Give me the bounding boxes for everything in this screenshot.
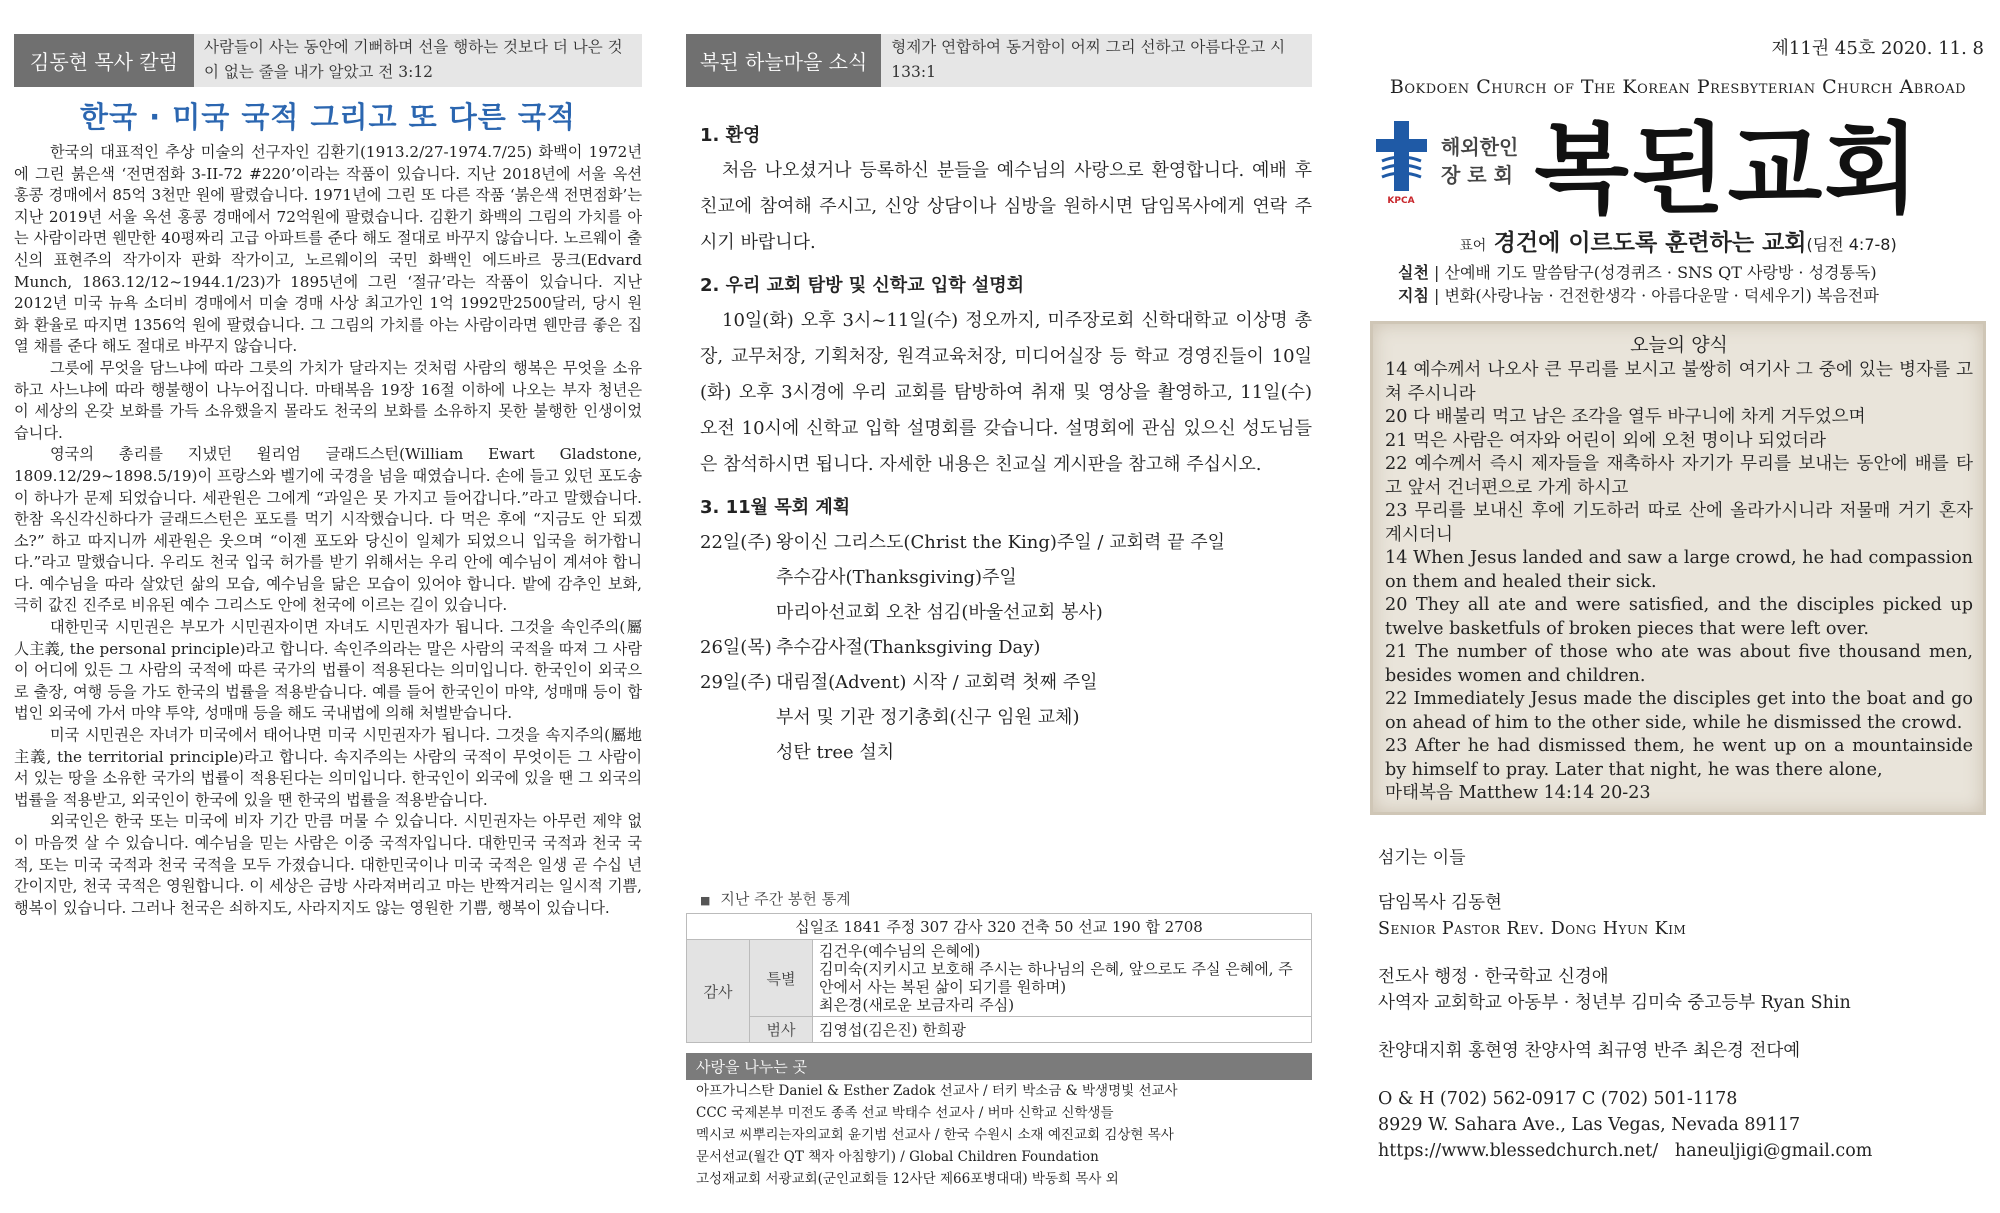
- motto: [1370, 224, 1986, 257]
- reading-verse: 20 다 배불리 먹고 남은 조각을 열두 바구니에 차게 거두었으며: [1385, 407, 1866, 427]
- list-item: CCC 국제본부 미전도 종족 선교 박태수 선교사 / 버마 신학교 신학생들: [696, 1105, 1114, 1121]
- special-line: 김건우(예수님의 은혜에): [819, 942, 981, 960]
- sharing-list: [686, 1080, 1312, 1190]
- plan-date: 26일(목): [700, 637, 772, 658]
- plan-text: 부서 및 기관 정기총회(신구 임원 교체): [776, 707, 1080, 728]
- column-paragraph: 미국 시민권은 자녀가 미국에서 태어나면 미국 시민권자가 됩니다. 그것을 속지주의(屬地主義, the territorial principle)라고 합니다. 속지주의는 사람의 국적이 무엇이든 그 사람이 서 있는 땅을 소유한 국가의 법률이 적용된다는 의미입니다. 한국인이 외국에 있을 땐 그 외국의 법률을 적용받고, 외국인이 한국에 있을 땐 한국의 법률을 적용받습니다.: [14, 726, 642, 809]
- plan-date: [700, 735, 776, 770]
- column-tag: 김동현 목사 칼럼: [14, 34, 194, 87]
- email-link[interactable]: haneuljigi@gmail.com: [1674, 1140, 1873, 1161]
- column-header: [14, 34, 642, 87]
- plan-text: 마리아선교회 오찬 섬김(바울선교회 봉사): [776, 602, 1103, 623]
- special-line: 최은경(새로운 보금자리 주심): [819, 996, 1015, 1014]
- square-bullet-icon: ■: [700, 894, 711, 907]
- bumsa-label: 범사: [750, 1017, 813, 1043]
- column-body: [14, 142, 642, 919]
- church-name: 복된교회: [1534, 112, 1921, 227]
- offering-summary: 십일조 1841 주정 307 감사 320 건축 50 선교 190 합 2708: [687, 914, 1312, 940]
- list-item: 아프가니스탄 Daniel & Esther Zadok 선교사 / 터키 박소금 & 박생명빛 선교사: [696, 1083, 1178, 1099]
- thanks-label: 감사: [687, 940, 750, 1043]
- special-offerings: [813, 940, 1312, 1017]
- reading-verse: 23 After he had dismissed them, he went up on a mountainside by himself to pray. Later that night, he was there alone,: [1385, 736, 1973, 780]
- kpca-cross-icon: [1374, 117, 1429, 205]
- phone: O & H (702) 562-0917 C (702) 501-1178: [1378, 1088, 1738, 1109]
- practice-text: 산예배 기도 말씀탐구(성경퀴즈 · SNS QT 사랑방 · 성경통독): [1444, 263, 1877, 282]
- masthead-column: [1370, 0, 1986, 1164]
- plan-item: [700, 735, 1312, 770]
- reading-verse: 21 먹은 사람은 여자와 어린이 외에 오천 명이나 되었더라: [1385, 430, 1827, 451]
- plan-heading: 3. 11월 목회 계획: [700, 497, 851, 518]
- guide-text: 변화(사랑나눔 · 건전한생각 · 아름다운말 · 덕세우기) 복음전파: [1444, 286, 1879, 305]
- logo-sub-line: 해외한인: [1441, 135, 1519, 159]
- plan-date: [700, 700, 776, 735]
- practice-label: 실천: [1398, 263, 1429, 282]
- welcome-text: 처음 나오셨거나 등록하신 분들을 예수님의 사랑으로 환영합니다. 예배 후 친교에 참여해 주시고, 신앙 상담이나 심방을 원하시면 담임목사에게 연락 주시기 바랍니다.: [700, 160, 1312, 253]
- table-row: [687, 940, 1312, 1017]
- website-link[interactable]: https://www.blessedchurch.net/: [1378, 1140, 1659, 1161]
- guide-line: 지침 | 변화(사랑나눔 · 건전한생각 · 아름다운말 · 덕세우기) 복음전파: [1398, 286, 1879, 305]
- welcome-heading: 1. 환영: [700, 125, 761, 146]
- pastor-kr: 담임목사 김동현: [1378, 892, 1502, 913]
- pastor-column: [14, 0, 642, 919]
- offering-stats-heading: [700, 888, 1312, 909]
- offering-stats-title: 지난 주간 봉헌 통계: [720, 890, 851, 908]
- church-english-name: Bokdoen Church of The Korean Presbyterian Church Abroad: [1389, 76, 1967, 98]
- table-row: [687, 914, 1312, 940]
- list-item: 고성재교회 서광교회(군인교회들 12사단 제66포병대대) 박동희 목사 외: [696, 1171, 1119, 1187]
- list-item: 멕시코 씨뿌리는자의교회 윤기범 선교사 / 한국 수원시 소재 예진교회 김상현 목사: [696, 1127, 1174, 1143]
- reading-verse: 23 무리를 보내신 후에 기도하러 따로 산에 올라가시니라 저물매 거기 혼자 계시더니: [1385, 501, 1973, 545]
- news-tag: 복된 하늘마을 소식: [686, 34, 881, 87]
- church-logo: [1370, 106, 1986, 227]
- column-title: 한국 · 미국 국적 그리고 또 다른 국적: [80, 100, 576, 134]
- reading-verse: 21 The number of those who ate was about five thousand men, besides women and children.: [1385, 642, 1973, 686]
- offering-stats-table: [686, 913, 1312, 1043]
- news-column: [686, 0, 1312, 1190]
- guide-label: 지침: [1398, 286, 1429, 305]
- motto-text: 경건에 이르도록 훈련하는 교회: [1493, 230, 1807, 256]
- plan-item: [700, 665, 1312, 700]
- plan-list: [700, 525, 1312, 770]
- practice-line: 실천 | 산예배 기도 말씀탐구(성경퀴즈 · SNS QT 사랑방 · 성경통독): [1398, 263, 1877, 282]
- plan-text: 추수감사절(Thanksgiving Day): [776, 637, 1041, 658]
- pastor-en: Senior Pastor Rev. Dong Hyun Kim: [1378, 918, 1687, 939]
- plan-text: 대림절(Advent) 시작 / 교회력 첫째 주일: [776, 672, 1098, 693]
- column-paragraph: 그릇에 무엇을 담느냐에 따라 그릇의 가치가 달라지는 것처럼 사람의 행복은 무엇을 소유하고 사느냐에 따라 행불행이 나누어집니다. 마태복음 19장 16절 이하에 나오는 부자 청년은 이 세상의 온갖 보화를 가득 소유했을지 몰라도 천국의 보화를 소유하지 못한 불행한 인생이었습니다.: [14, 358, 642, 442]
- plan-text: 추수감사(Thanksgiving)주일: [776, 567, 1017, 588]
- news-verse: 형제가 연합하여 동거함이 어찌 그리 선하고 아름다운고 시 133:1: [881, 34, 1312, 87]
- reading-title: 오늘의 양식: [1630, 334, 1728, 356]
- column-paragraph: 대한민국 시민권은 부모가 시민권자이면 자녀도 시민권자가 됩니다. 그것을 속인주의(屬人主義, the personal principle)라고 합니다. 속인주의라는 말은 사람의 국적을 따져 그 사람이 어디에 있든 그 사람의 국적에 따른 국가의 법률이 적용된다는 의미입니다. 한국인이 외국으로 출장, 여행 등을 가도 한국의 법률을 적용받습니다. 예를 들어 한국인이 마약, 성매매 등이 합법인 외국에 가서 마약 투약, 성매매 등을 해도 국내법에 의해 처벌받습니다.: [14, 618, 642, 723]
- reading-verse: 22 예수께서 즉시 제자들을 재촉하사 자기가 무리를 보내는 동안에 배를 타고 앞서 건너편으로 가게 하시고: [1385, 454, 1973, 498]
- reading-verse: 14 When Jesus landed and saw a large crowd, he had compassion on them and healed their sick.: [1385, 548, 1973, 592]
- special-label: 특별: [750, 940, 813, 1017]
- plan-item: [700, 595, 1312, 630]
- plan-date: [700, 560, 776, 595]
- staff-list: [1370, 843, 1986, 1164]
- ministers: 사역자 교회학교 아동부 · 청년부 김미숙 중고등부 Ryan Shin: [1378, 992, 1851, 1013]
- staff-title: 섬기는 이들: [1378, 847, 1466, 868]
- plan-date: 22일(주): [700, 532, 772, 553]
- reading-verse: 14 예수께서 나오사 큰 무리를 보시고 불쌍히 여기사 그 중에 있는 병자를 고쳐 주시니라: [1385, 360, 1973, 404]
- news-header: [686, 34, 1312, 87]
- contact-links: [1378, 1138, 1986, 1164]
- column-paragraph: 외국인은 한국 또는 미국에 비자 기간 만큼 머물 수 있습니다. 시민권자는 아무런 제약 없이 마음껏 살 수 있습니다. 예수님을 믿는 사람은 이중 국적자입니다. 대한민국 국적과 천국 국적, 또는 미국 국적과 천국 국적을 모두 가졌습니다. 대한민국이나 미국 국적은 일생 곧 수십 년간이지만, 천국 국적은 영원합니다. 이 세상은 금방 사라져버리고 마는 반짝거리는 일시적 기쁨, 행복이 있습니다. 그러나 천국은 쇠하지도, 사라지지도 않는 영원한 기쁨, 행복이 있습니다.: [14, 812, 642, 917]
- plan-date: [700, 595, 776, 630]
- address: 8929 W. Sahara Ave., Las Vegas, Nevada 89117: [1378, 1114, 1801, 1135]
- practice-guide: [1370, 261, 1986, 307]
- plan-text: 왕이신 그리스도(Christ the King)주일 / 교회력 끝 주일: [776, 532, 1225, 553]
- kpca-label: KPCA: [1387, 196, 1415, 205]
- column-verse: 사람들이 사는 동안에 기뻐하며 선을 행하는 것보다 더 나은 것이 없는 줄을 내가 알았고 전 3:12: [194, 34, 642, 87]
- visit-heading: 2. 우리 교회 탐방 및 신학교 입학 설명회: [700, 275, 1025, 296]
- plan-item: [700, 630, 1312, 665]
- reading-reference: 마태복음 Matthew 14:14 20-23: [1385, 783, 1651, 803]
- list-item: 문서선교(월간 QT 책자 아침향기) / Global Children Foundation: [696, 1149, 1099, 1165]
- logo-subtitle: [1441, 133, 1518, 189]
- reading-verse: 20 They all ate and were satisfied, and the disciples picked up twelve basketfuls of broken pieces that were left over.: [1385, 595, 1973, 639]
- plan-item: [700, 700, 1312, 735]
- logo-sub-line: 장 로 회: [1441, 163, 1513, 187]
- plan-item: [700, 525, 1312, 560]
- reading-verse: 22 Immediately Jesus made the disciples get into the boat and go on ahead of him to the other side, while he dismissed the crowd.: [1385, 689, 1973, 733]
- bumsa-text: 김영섭(김은진) 한희광: [813, 1017, 1312, 1043]
- issue-info: 제11권 45호 2020. 11. 8: [1771, 38, 1984, 59]
- visit-text: 10일(화) 오후 3시~11일(수) 정오까지, 미주장로회 신학대학교 이상명 총장, 교무처장, 기획처장, 원격교육처장, 미디어실장 등 학교 경영진들이 10일(화) 오후 3시경에 우리 교회를 탐방하여 취재 및 영상을 촬영하고, 11일(수) 오전 10시에 신학교 입학 설명회를 갖습니다. 설명회에 관심 있으신 성도님들은 참석하시면 됩니다. 자세한 내용은 친교실 게시판을 참고해 주십시오.: [700, 310, 1312, 475]
- choir: 찬양대지휘 홍현영 찬양사역 최규영 반주 최은경 전다예: [1378, 1040, 1801, 1061]
- sharing-heading: 사랑을 나누는 곳: [686, 1053, 1312, 1080]
- daily-reading-box: [1370, 321, 1986, 815]
- column-paragraph: 영국의 총리를 지냈던 윌리엄 글래드스턴(William Ewart Gladstone, 1809.12/29~1898.5/19)이 프랑스와 벨기에 국경을 넘을 때였습니다. 손에 들고 있던 포도송이 하나가 문제 되었습니다. 세관원은 그에게 “과일은 못 가지고 들어갑니다.”라고 말했습니다. 한참 옥신각신하다가 글래드스턴은 포도를 먹기 시작했습니다. 다 먹은 후에 “지금도 안 되겠소?” 하고 따지니까 세관원은 웃으며 “이젠 포도와 당신이 일체가 되었으니 입국을 허가합니다.”라고 말했습니다. 우리도 천국 입국 허가를 받기 위해서는 우리 안에 예수님이 계셔야 합니다. 예수님을 따라 살았던 삶의 모습, 예수님을 닮은 모습이 있어야 합니다. 밭에 감추인 보화, 극히 값진 진주로 비유된 예수 그리스도 안에 천국에 이르는 길이 있습니다.: [14, 445, 642, 615]
- plan-item: [700, 560, 1312, 595]
- column-paragraph: 한국의 대표적인 추상 미술의 선구자인 김환기(1913.2/27-1974.7/25) 화백이 1972년에 그린 붉은색 ‘전면점화 3-II-72 #220’이라는 작품이 있습니다. 지난 2018년에 서울 옥션 홍콩 경매에서 85억 3천만 원에 팔렸습니다. 1971년에 그린 또 다른 작품 ‘붉은색 전면점화’는 지난 2019년 서울 옥션 홍콩 경매에서 72억원에 팔렸습니다. 김환기 화백의 그림의 가치를 아는 사람이라면 웬만한 40평짜리 고급 아파트를 준다 해도 절대로 바꾸지 않습니다. 노르웨이 출신의 표현주의 작가이자 판화 작가이고, 노르웨이의 국민 화백인 에드바르 뭉크(Edvard Munch, 1863.12/12~1944.1/23)가 1895년에 그린 ‘절규’라는 작품이 있습니다. 지난 2012년 미국 뉴욕 소더비 경매에서 미술 경매 사상 최고가인 1억 1992만2500달러, 당시 원화 환율로 따지면 1356억 원에 팔렸습니다. 그 그림의 가치를 아는 사람이라면 웬만큼 좋은 집 열 채를 준다 해도 절대로 바꾸지 않습니다.: [14, 143, 642, 356]
- motto-ref: (딤전 4:7-8): [1806, 235, 1897, 254]
- evangelist: 전도사 행정 · 한국학교 신경애: [1378, 966, 1609, 987]
- special-line: 김미숙(지키시고 보호해 주시는 하나님의 은혜, 앞으로도 주실 은혜에, 주 안에서 사는 복된 삶이 되기를 원하며): [819, 960, 1293, 996]
- table-row: [687, 1017, 1312, 1043]
- motto-label: 표어: [1459, 238, 1487, 254]
- plan-text: 성탄 tree 설치: [776, 742, 895, 763]
- plan-date: 29일(주): [700, 672, 772, 693]
